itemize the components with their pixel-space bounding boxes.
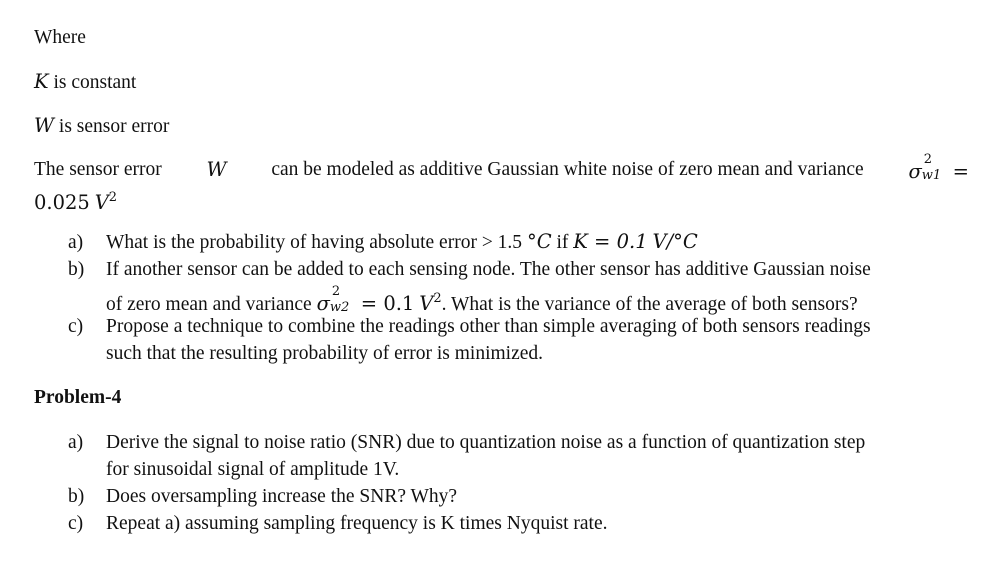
question-a-k-expr: K = 0.1 [573, 230, 648, 253]
problem4-a-text2: for sinusoidal signal of amplitude 1V. [106, 459, 400, 480]
sigma-w2-sup: 2 [331, 284, 341, 299]
question-c-text1: Propose a technique to combine the readings other than simple averaging of both sensors readings [106, 316, 871, 337]
problem4-a-line1 [68, 431, 865, 455]
sensor-error-part1: The sensor error [34, 159, 162, 180]
sigma-symbol: σ [908, 160, 922, 183]
sensor-error-line2 [34, 186, 117, 216]
variance-unit-sup: 2 [108, 190, 118, 205]
sigma-w2-value: = 0.1 [360, 292, 415, 315]
problem4-a-text1: Derive the signal to noise ratio (SNR) due to quantization noise as a function of quantization step [106, 432, 866, 453]
sigma-w1-sup: 2 [923, 152, 933, 167]
variance-value: 0.025 [34, 191, 90, 214]
question-b-text1: If another sensor can be added to each sensing node. The other sensor has additive Gaussian noise [106, 259, 871, 280]
problem4-a-marker: a) [68, 432, 84, 453]
w-text: is sensor error [58, 116, 170, 137]
sigma-w2-sub: w2 [329, 300, 350, 315]
problem4-b-text: Does oversampling increase the SNR? Why? [106, 486, 458, 507]
question-a-unit: V/°C [652, 230, 698, 253]
w-definition [34, 114, 169, 139]
question-a-if: if [556, 232, 569, 253]
question-b-text2-pre: of zero mean and variance [106, 294, 312, 315]
problem4-b [68, 485, 457, 509]
question-b-marker: b) [68, 259, 85, 280]
where-label: Where [34, 27, 86, 48]
variance-unit: V [94, 191, 109, 214]
problem4-c [68, 512, 607, 536]
question-a [68, 230, 698, 255]
sigma-w2-unit-sup: 2 [433, 291, 442, 306]
problem4-c-text: Repeat a) assuming sampling frequency is K times Nyquist rate. [106, 513, 608, 534]
equals-sign: = [952, 160, 969, 183]
sensor-error-line1 [34, 152, 969, 185]
question-a-text: What is the probability of having absolute error > 1.5 [106, 232, 523, 253]
question-c-line2 [106, 342, 543, 366]
question-b-line1 [68, 258, 871, 282]
question-b-text2-post: . What is the variance of the average of both sensors? [441, 294, 858, 315]
question-c-text2: such that the resulting probability of error is minimized. [106, 343, 544, 364]
sigma-w2-symbol: σ [316, 292, 330, 315]
sensor-error-part2: can be modeled as additive Gaussian white noise of zero mean and variance [271, 159, 864, 180]
k-definition [34, 70, 136, 95]
sigma-w2-unit: V [419, 292, 434, 315]
w-symbol: W [34, 114, 55, 137]
problem4-title: Problem-4 [34, 387, 122, 408]
k-symbol: K [34, 70, 49, 93]
question-c-marker: c) [68, 316, 84, 337]
problem4-b-marker: b) [68, 486, 85, 507]
sigma-w1-sub: w1 [921, 168, 942, 183]
question-c-line1 [68, 315, 871, 339]
k-text: is constant [53, 72, 137, 93]
sensor-error-w-symbol: W [206, 158, 227, 181]
question-b-line2 [106, 284, 858, 317]
problem4-a-line2 [106, 458, 399, 482]
problem4-c-marker: c) [68, 513, 84, 534]
question-a-marker: a) [68, 232, 84, 253]
question-a-degree: °C [526, 230, 552, 253]
variance-w1-expr [908, 152, 969, 185]
